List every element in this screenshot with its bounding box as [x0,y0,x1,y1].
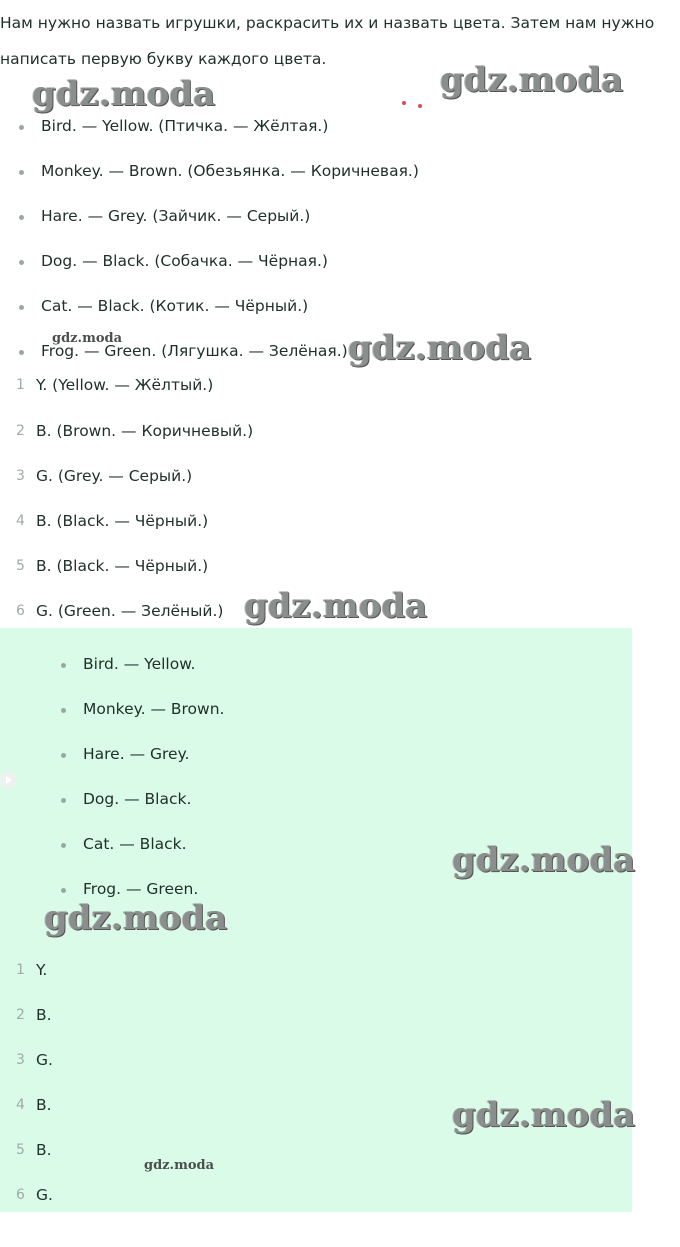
watermark: gdz.moda [32,74,216,114]
item-number: 5 [16,558,25,574]
list-item [16,419,254,443]
list-item: Dog. — Black. (Собачка. — Чёрная.) [41,249,328,273]
item-number: 6 [16,603,25,619]
watermark: gdz.moda [348,328,532,368]
list-item [16,1093,52,1117]
item-text: Y. [36,961,48,979]
list-item: Hare. — Grey. [83,742,189,766]
watermark-dot [402,101,406,105]
item-number: 3 [16,1052,25,1068]
list-item [16,1138,52,1162]
list-item: Frog. — Green. [83,877,198,901]
list-item [16,599,224,623]
list-item: Bird. — Yellow. (Птичка. — Жёлтая.) [41,114,328,138]
list-item [16,958,48,982]
watermark: gdz.moda [144,1158,215,1173]
item-number: 3 [16,468,25,484]
item-text: B. (Black. — Чёрный.) [36,512,209,530]
watermark: gdz.moda [452,1095,636,1135]
list-item: Bird. — Yellow. [83,652,195,676]
list-item: Cat. — Black. (Котик. — Чёрный.) [41,294,308,318]
watermark: gdz.moda [244,586,428,626]
watermark: gdz.moda [440,60,624,100]
list-item [16,1003,52,1027]
watermark: gdz.moda [452,840,636,880]
item-text: G. [36,1051,53,1069]
list-item: Dog. — Black. [83,787,191,811]
item-number: 1 [16,962,25,978]
watermark: gdz.moda [52,331,123,346]
item-number: 4 [16,1097,25,1113]
list-item: Monkey. — Brown. [83,697,224,721]
list-item: Frog. — Green. (Лягушка. — Зелёная.) [41,339,348,363]
item-text: B. [36,1141,52,1159]
item-text: B. [36,1096,52,1114]
item-number: 1 [16,377,25,393]
watermark: gdz.moda [44,898,228,938]
list-item [16,509,209,533]
list-item [16,373,214,397]
watermark-dot [418,104,422,108]
list-item [16,464,193,488]
list-item: Hare. — Grey. (Зайчик. — Серый.) [41,204,310,228]
list-item [16,1183,53,1207]
item-text: B. (Black. — Чёрный.) [36,557,209,575]
item-number: 2 [16,423,25,439]
item-text: B. [36,1006,52,1024]
item-text: Y. (Yellow. — Жёлтый.) [36,376,214,394]
item-number: 5 [16,1142,25,1158]
item-text: G. [36,1186,53,1204]
list-item: Cat. — Black. [83,832,187,856]
item-number: 6 [16,1187,25,1203]
item-text: G. (Grey. — Серый.) [36,467,193,485]
list-item [16,1048,53,1072]
play-icon[interactable] [0,772,16,788]
item-number: 4 [16,513,25,529]
list-item [16,554,209,578]
item-text: G. (Green. — Зелёный.) [36,602,224,620]
item-text: B. (Brown. — Коричневый.) [36,422,254,440]
item-number: 2 [16,1007,25,1023]
intro-paragraph: Нам нужно назвать игрушки, раскрасить их и назвать цвета. Затем нам нужно написать первую букву каждого цвета. [0,14,655,68]
list-item: Monkey. — Brown. (Обезьянка. — Коричневая.) [41,159,419,183]
